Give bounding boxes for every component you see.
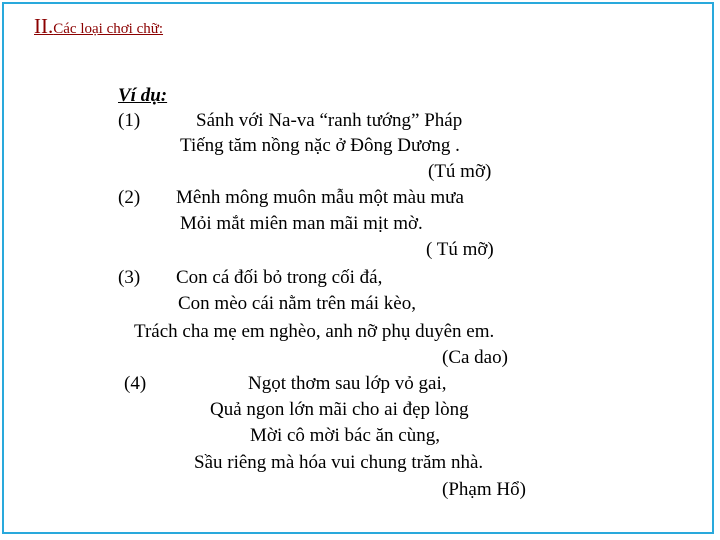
example-1-line-1: Sánh với Na-va “ranh tướng” Pháp [196,110,463,131]
slide [2,2,714,534]
example-2-line-2: Mỏi mắt miên man mãi mịt mờ. [180,213,423,234]
example-4-source: (Phạm Hổ) [442,479,526,500]
example-4-number: (4) [124,373,147,394]
example-label: Ví dụ: [118,85,168,106]
section-title: Các loại chơi chữ: [53,21,164,37]
example-1-number: (1) [118,110,141,131]
example-3-line-3: Trách cha mẹ em nghèo, anh nỡ phụ duyên em. [134,321,495,342]
example-4-line-3: Mời cô mời bác ăn cùng, [250,425,440,446]
example-4-line-1: Ngọt thơm sau lớp vỏ gai, [248,373,447,394]
example-1-source: (Tú mỡ) [428,161,492,182]
example-2-source: ( Tú mỡ) [426,239,494,260]
example-3-source: (Ca dao) [442,347,508,368]
section-number: II. [34,14,54,38]
section-heading [34,14,163,39]
example-1-line-2: Tiếng tăm nồng nặc ở Đông Dương . [180,135,460,156]
example-2-number: (2) [118,187,141,208]
example-3-number: (3) [118,267,141,288]
example-3-line-1: Con cá đối bỏ trong cối đá, [176,267,383,288]
example-4-line-2: Quả ngon lớn mãi cho ai đẹp lòng [210,399,469,420]
example-2-line-1: Mênh mông muôn mẫu một màu mưa [176,187,464,208]
example-3-line-2: Con mèo cái nằm trên mái kèo, [178,293,416,314]
example-4-line-4: Sầu riêng mà hóa vui chung trăm nhà. [194,452,484,473]
